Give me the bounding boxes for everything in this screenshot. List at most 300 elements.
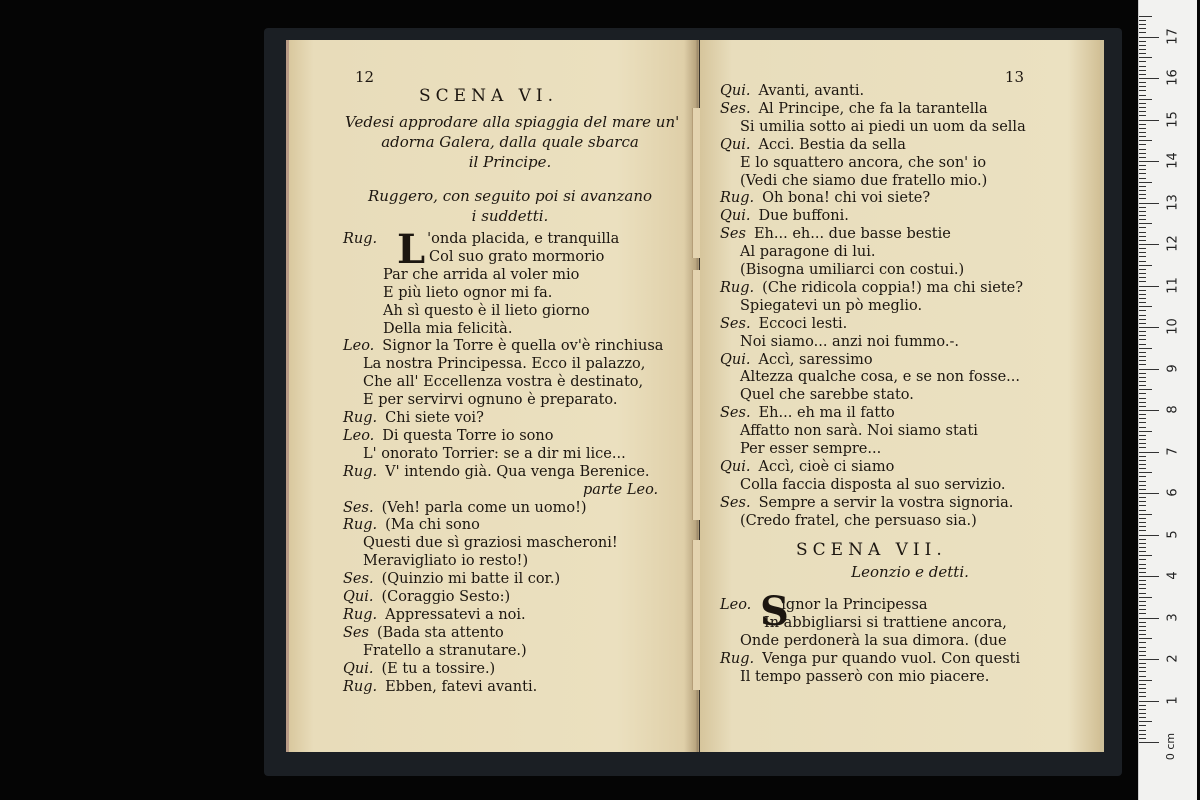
- ruler-tick: [1139, 344, 1146, 345]
- ruler-tick: [1139, 738, 1146, 739]
- verse-line: [343, 248, 604, 266]
- drop-cap: S: [760, 588, 789, 635]
- ruler-tick: [1139, 194, 1146, 195]
- ruler-tick: [1139, 576, 1159, 577]
- ruler-tick: [1139, 476, 1146, 477]
- speaker-name: Leo.: [343, 427, 375, 444]
- ruler-tick: [1139, 588, 1146, 589]
- ruler-tick: [1139, 431, 1152, 432]
- ruler-tick: [1139, 323, 1146, 324]
- ruler-number: 8: [1165, 405, 1181, 414]
- ruler-tick: [1139, 16, 1152, 17]
- ruler-tick: [1139, 501, 1146, 502]
- ruler-tick: [1139, 684, 1146, 685]
- verse-line: [720, 297, 922, 315]
- ruler-tick: [1139, 696, 1146, 697]
- ruler-tick: [1139, 136, 1146, 137]
- verse-line: [720, 368, 1020, 386]
- verse-text: E per servirvi ognuno è preparato.: [363, 392, 618, 409]
- ruler-tick: [1139, 701, 1159, 702]
- ruler-tick: [1139, 290, 1146, 291]
- verse-text: Col suo grato mormorio: [429, 248, 605, 265]
- ruler-tick: [1139, 613, 1146, 614]
- verse-line: [343, 499, 587, 517]
- ruler-tick: [1139, 742, 1159, 743]
- verse-text: (Ma chi sono: [385, 517, 480, 534]
- verse-text: Venga pur quando vuol. Con questi: [762, 650, 1021, 667]
- ruler-tick: [1139, 153, 1146, 154]
- verse-text: E più lieto ognor mi fa.: [383, 284, 553, 301]
- speaker-name: Rug.: [720, 650, 755, 667]
- ruler-tick: [1139, 725, 1146, 726]
- ruler-tick: [1139, 601, 1146, 602]
- verse-line: [343, 570, 560, 588]
- verse-line: [720, 118, 1026, 136]
- verse-text: Ah sì questo è il lieto giorno: [383, 302, 590, 319]
- centimeter-ruler: [1138, 0, 1197, 800]
- ruler-tick: [1139, 45, 1146, 46]
- verse-text: parte Leo.: [583, 481, 659, 498]
- verse-line: [343, 409, 484, 427]
- ruler-tick: [1139, 568, 1146, 569]
- ruler-tick: [1139, 223, 1152, 224]
- ruler-tick: [1139, 310, 1146, 311]
- speaker-name: Ses.: [343, 499, 374, 516]
- ruler-tick: [1139, 190, 1146, 191]
- speaker-name: Rug.: [343, 678, 378, 695]
- ruler-tick: [1139, 348, 1152, 349]
- verse-text: La nostra Principessa. Ecco il palazzo,: [363, 356, 646, 373]
- verse-text: Della mia felicità.: [383, 320, 513, 337]
- speaker-name: Qui.: [720, 351, 751, 368]
- verse-line: [720, 100, 988, 118]
- ruler-tick: [1139, 331, 1146, 332]
- verse-text: Che all' Eccellenza vostra è destinato,: [363, 374, 644, 391]
- ruler-tick: [1139, 634, 1146, 635]
- verse-line: [343, 642, 527, 660]
- verse-line: [343, 481, 658, 499]
- ruler-tick: [1139, 535, 1159, 536]
- ruler-tick: [1139, 551, 1146, 552]
- ruler-tick: [1139, 609, 1146, 610]
- verse-text: In abbigliarsi si trattiene ancora,: [764, 614, 1007, 631]
- ruler-tick: [1139, 90, 1146, 91]
- ruler-number: 2: [1165, 654, 1181, 663]
- verse-line: [720, 476, 1006, 494]
- ruler-tick: [1139, 169, 1146, 170]
- ruler-tick: [1139, 306, 1152, 307]
- verse-line: [343, 391, 618, 409]
- ruler-tick: [1139, 584, 1146, 585]
- stage-direction: [345, 112, 680, 172]
- ruler-tick: [1139, 356, 1146, 357]
- ruler-tick: [1139, 402, 1146, 403]
- verse-text: Il tempo passerò con mio piacere.: [740, 668, 990, 685]
- ruler-tick: [1139, 734, 1146, 735]
- ruler-tick: [1139, 256, 1146, 257]
- verse-line: [720, 632, 1007, 650]
- verse-line: [720, 82, 864, 100]
- ruler-tick: [1139, 663, 1146, 664]
- stage-direction-line: Vedesi approdare alla spiaggia del mare un': [345, 113, 680, 131]
- verse-text: (Vedi che siamo due fratello mio.): [740, 172, 988, 189]
- ruler-tick: [1139, 435, 1146, 436]
- verse-text: E lo squattero ancora, che son' io: [740, 154, 987, 171]
- ruler-tick: [1139, 460, 1146, 461]
- verse-text: Eccoci lesti.: [758, 315, 848, 332]
- ruler-tick: [1139, 198, 1146, 199]
- ruler-tick: [1139, 647, 1146, 648]
- speaker-name: Ses.: [720, 494, 751, 511]
- ruler-tick: [1139, 24, 1146, 25]
- ruler-tick: [1139, 530, 1146, 531]
- verse-line: [343, 660, 495, 678]
- ruler-number: 1: [1165, 695, 1181, 705]
- ruler-tick: [1139, 244, 1159, 245]
- ruler-tick: [1139, 315, 1146, 316]
- ruler-tick: [1139, 86, 1146, 87]
- ruler-number: 14: [1165, 152, 1181, 169]
- ruler-tick: [1139, 489, 1146, 490]
- verse-line: [720, 440, 881, 458]
- ruler-tick: [1139, 49, 1146, 50]
- verse-line: [343, 534, 618, 552]
- ruler-tick: [1139, 203, 1159, 204]
- ruler-tick: [1139, 182, 1152, 183]
- ruler-tick: [1139, 74, 1146, 75]
- ruler-tick: [1139, 286, 1159, 287]
- verse-text: Acci. Bestia da sella: [758, 136, 906, 153]
- verse-text: Sempre a servir la vostra signoria.: [758, 494, 1014, 511]
- ruler-tick: [1139, 211, 1146, 212]
- ruler-tick: [1139, 37, 1159, 38]
- ruler-tick: [1139, 564, 1146, 565]
- ruler-tick: [1139, 269, 1146, 270]
- ruler-tick: [1139, 730, 1146, 731]
- verse-text: Si umilia sotto ai piedi un uom da sella: [740, 118, 1026, 135]
- speaker-name: Rug.: [343, 606, 378, 623]
- ruler-tick: [1139, 418, 1146, 419]
- verse-text: Ebben, fatevi avanti.: [385, 678, 538, 695]
- verse-text: Avanti, avanti.: [758, 83, 865, 99]
- verse-text: Accì, cioè ci siamo: [758, 458, 895, 475]
- ruler-number: 5: [1165, 529, 1181, 539]
- verse-text: Fratello a stranutare.): [363, 642, 527, 659]
- speaker-name: Ses.: [720, 100, 751, 117]
- ruler-tick: [1139, 555, 1152, 556]
- ruler-tick: [1139, 373, 1146, 374]
- ruler-tick: [1139, 298, 1146, 299]
- verse-line: [720, 614, 1007, 632]
- speaker-name: Ses: [343, 624, 369, 641]
- ruler-tick: [1139, 493, 1159, 494]
- ruler-tick: [1139, 680, 1152, 681]
- speaker-name: Ses.: [720, 315, 751, 332]
- ruler-tick: [1139, 659, 1159, 660]
- ruler-number: 9: [1165, 363, 1181, 373]
- ruler-number: 16: [1165, 69, 1181, 86]
- verse-text: Altezza qualche cosa, e se non fosse...: [740, 369, 1020, 386]
- ruler-tick: [1139, 82, 1146, 83]
- verse-text: Onde perdonerà la sua dimora. (due: [740, 632, 1007, 649]
- ruler-tick: [1139, 103, 1146, 104]
- verse-text: Al Principe, che fa la tarantella: [758, 100, 988, 117]
- ruler-tick: [1139, 66, 1146, 67]
- ruler-number: 11: [1165, 276, 1181, 294]
- verse-text: Chi siete voi?: [385, 410, 484, 426]
- ruler-tick: [1139, 273, 1146, 274]
- verse-line: [720, 172, 987, 190]
- speaker-name: Qui.: [720, 208, 751, 225]
- ruler-tick: [1139, 518, 1146, 519]
- ruler-tick: [1139, 526, 1146, 527]
- verse-line: [720, 243, 876, 261]
- ruler-tick: [1139, 692, 1146, 693]
- ruler-tick: [1139, 339, 1146, 340]
- ruler-tick: [1139, 713, 1146, 714]
- verse-line: [720, 261, 964, 279]
- verse-line: [343, 266, 579, 284]
- ruler-tick: [1139, 149, 1146, 150]
- ruler-tick: [1139, 389, 1152, 390]
- ruler-tick: [1139, 227, 1146, 228]
- ruler-tick: [1139, 667, 1146, 668]
- verse-line: [720, 333, 959, 351]
- speaker-name: Rug.: [720, 190, 755, 207]
- ruler-tick: [1139, 70, 1146, 71]
- ruler-number: 7: [1165, 446, 1181, 456]
- verse-line: [720, 207, 849, 225]
- verse-line: [720, 668, 989, 686]
- speaker-name: Rug.: [343, 410, 378, 426]
- ruler-tick: [1139, 219, 1146, 220]
- verse-text: Noi siamo... anzi noi fummo.-.: [740, 333, 960, 350]
- verse-text: Due buffoni.: [758, 208, 849, 225]
- verse-line: [720, 154, 986, 172]
- ruler-tick: [1139, 593, 1146, 594]
- verse-text: Per esser sempre...: [740, 441, 882, 457]
- speaker-name: Qui.: [720, 458, 751, 475]
- ruler-tick: [1139, 95, 1146, 96]
- ruler-number: 4: [1165, 571, 1181, 580]
- ruler-tick: [1139, 427, 1146, 428]
- ruler-tick: [1139, 335, 1146, 336]
- ruler-tick: [1139, 61, 1146, 62]
- ruler-tick: [1139, 597, 1152, 598]
- stage-direction-line: il Principe.: [468, 153, 552, 171]
- verse-line: [720, 458, 894, 476]
- verse-text: Par che arrida al voler mio: [383, 266, 580, 283]
- ruler-tick: [1139, 572, 1146, 573]
- ruler-tick: [1139, 514, 1152, 515]
- verse-text: (E tu a tossire.): [381, 660, 496, 677]
- verse-line: [343, 624, 504, 642]
- drop-cap: L: [397, 226, 426, 273]
- ruler-tick: [1139, 638, 1152, 639]
- ruler-tick: [1139, 128, 1146, 129]
- ruler-tick: [1139, 468, 1146, 469]
- ruler-tick: [1139, 547, 1146, 548]
- verse-line: [343, 284, 552, 302]
- ruler-tick: [1139, 53, 1146, 54]
- verse-line: [343, 373, 643, 391]
- verse-line: [720, 136, 906, 154]
- ruler-tick: [1139, 676, 1146, 677]
- speaker-name: Qui.: [720, 83, 751, 99]
- ruler-tick: [1139, 120, 1159, 121]
- ruler-tick: [1139, 688, 1146, 689]
- ruler-tick: [1139, 248, 1146, 249]
- ruler-tick: [1139, 57, 1152, 58]
- ruler-tick: [1139, 543, 1146, 544]
- ruler-tick: [1139, 385, 1146, 386]
- verse-text: (Che ridicola coppia!) ma chi siete?: [762, 279, 1024, 296]
- verse-line: [720, 386, 914, 404]
- verse-text: Questi due sì graziosi mascheroni!: [363, 535, 618, 552]
- ruler-number: 10: [1165, 318, 1181, 335]
- ruler-tick: [1139, 655, 1146, 656]
- ruler-tick: [1139, 207, 1146, 208]
- verse-line: [343, 320, 512, 338]
- ruler-tick: [1139, 78, 1159, 79]
- ruler-tick: [1139, 277, 1146, 278]
- speaker-name: Ses.: [720, 405, 751, 422]
- verse-line: [720, 404, 895, 422]
- ruler-tick: [1139, 144, 1146, 145]
- right-page: [700, 40, 1104, 752]
- speaker-name: Ses: [720, 226, 746, 243]
- ruler-tick: [1139, 505, 1146, 506]
- ruler-tick: [1139, 497, 1146, 498]
- entrance-note: [345, 186, 675, 226]
- ruler-tick: [1139, 422, 1146, 423]
- verse-text: (Bada sta attento: [376, 624, 504, 641]
- verse-line: [720, 351, 873, 369]
- verse-text: Al paragone di lui.: [740, 244, 876, 261]
- ruler-tick: [1139, 443, 1146, 444]
- verse-text: (Quinzio mi batte il cor.): [381, 571, 561, 588]
- verse-line: [720, 279, 1023, 297]
- speaker-name: Ses.: [343, 571, 374, 588]
- verse-text: (Bisogna umiliarci con costui.): [740, 262, 965, 278]
- ruler-tick: [1139, 472, 1152, 473]
- ruler-tick: [1139, 215, 1146, 216]
- ruler-tick: [1139, 630, 1146, 631]
- ruler-number: 15: [1165, 110, 1181, 128]
- ruler-tick: [1139, 302, 1146, 303]
- ruler-tick: [1139, 709, 1146, 710]
- ruler-tick: [1139, 99, 1152, 100]
- ruler-tick: [1139, 294, 1146, 295]
- ruler-tick: [1139, 381, 1146, 382]
- page-number: 12: [355, 68, 375, 86]
- verse-text: 'onda placida, e tranquilla: [427, 231, 620, 247]
- speaker-name: Rug.: [343, 517, 378, 534]
- ruler-tick: [1139, 261, 1146, 262]
- ruler-tick: [1139, 252, 1146, 253]
- ruler-tick: [1139, 360, 1146, 361]
- ruler-tick: [1139, 240, 1146, 241]
- entrance-note-line: i suddetti.: [471, 207, 549, 225]
- verse-line: [343, 445, 626, 463]
- verse-line: [343, 552, 528, 570]
- verse-text: Affatto non sarà. Noi siamo stati: [740, 423, 978, 440]
- ruler-tick: [1139, 265, 1152, 266]
- speaker-name: Qui.: [720, 136, 751, 153]
- left-page: [286, 40, 699, 752]
- verse-text: Oh bona! chi voi siete?: [762, 190, 931, 207]
- ruler-tick: [1139, 161, 1159, 162]
- verse-line: [343, 606, 526, 624]
- speaker-name: Leo.: [720, 597, 752, 613]
- ruler-tick: [1139, 173, 1146, 174]
- ruler-tick: [1139, 717, 1146, 718]
- ruler-number: 3: [1165, 612, 1181, 622]
- ruler-tick: [1139, 157, 1146, 158]
- speaker-name: Rug.: [343, 463, 378, 480]
- verse-text: Spiegatevi un pò meglio.: [740, 297, 923, 314]
- verse-text: Appressatevi a noi.: [385, 606, 526, 623]
- ruler-tick: [1139, 28, 1146, 29]
- ruler-tick: [1139, 132, 1146, 133]
- ruler-tick: [1139, 165, 1146, 166]
- ruler-tick: [1139, 115, 1146, 116]
- ruler-number: 17: [1165, 27, 1181, 45]
- verse-line: [720, 650, 1020, 668]
- verse-text: (Credo fratel, che persuaso sia.): [740, 512, 977, 529]
- ruler-tick: [1139, 464, 1146, 465]
- ruler-tick: [1139, 41, 1146, 42]
- verse-text: (Coraggio Sesto:): [381, 589, 511, 605]
- ruler-tick: [1139, 671, 1146, 672]
- ruler-tick: [1139, 618, 1159, 619]
- ruler-tick: [1139, 580, 1146, 581]
- ruler-tick: [1139, 281, 1146, 282]
- ruler-tick: [1139, 410, 1159, 411]
- ruler-tick: [1139, 327, 1159, 328]
- ruler-tick: [1139, 705, 1146, 706]
- ruler-tick: [1139, 111, 1146, 112]
- ruler-tick: [1139, 178, 1146, 179]
- verse-line: [720, 494, 1013, 512]
- ruler-tick: [1139, 522, 1146, 523]
- ruler-tick: [1139, 651, 1146, 652]
- verse-text: ignor la Principessa: [781, 597, 928, 613]
- ruler-tick: [1139, 447, 1146, 448]
- entrance-note-line: Ruggero, con seguito poi si avanzano: [367, 187, 653, 205]
- ruler-tick: [1139, 481, 1146, 482]
- speaker-name: Leo.: [343, 338, 375, 355]
- page-number: 13: [1004, 68, 1024, 86]
- verse-line: [343, 302, 590, 320]
- speaker-name: Rug.: [720, 279, 755, 296]
- ruler-tick: [1139, 232, 1146, 233]
- ruler-tick: [1139, 319, 1146, 320]
- ruler-tick: [1139, 393, 1146, 394]
- verse-line: [720, 189, 930, 207]
- ruler-tick: [1139, 369, 1159, 370]
- verse-line: [343, 355, 645, 373]
- speaker-name: Qui.: [343, 660, 374, 677]
- ruler-tick: [1139, 32, 1146, 33]
- ruler-tick: [1139, 721, 1152, 722]
- speaker-name: Rug.: [343, 231, 378, 247]
- ruler-tick: [1139, 352, 1146, 353]
- ruler-tick: [1139, 605, 1146, 606]
- ruler-tick: [1139, 20, 1146, 21]
- ruler-tick: [1139, 539, 1146, 540]
- speaker-name: Qui.: [343, 589, 374, 605]
